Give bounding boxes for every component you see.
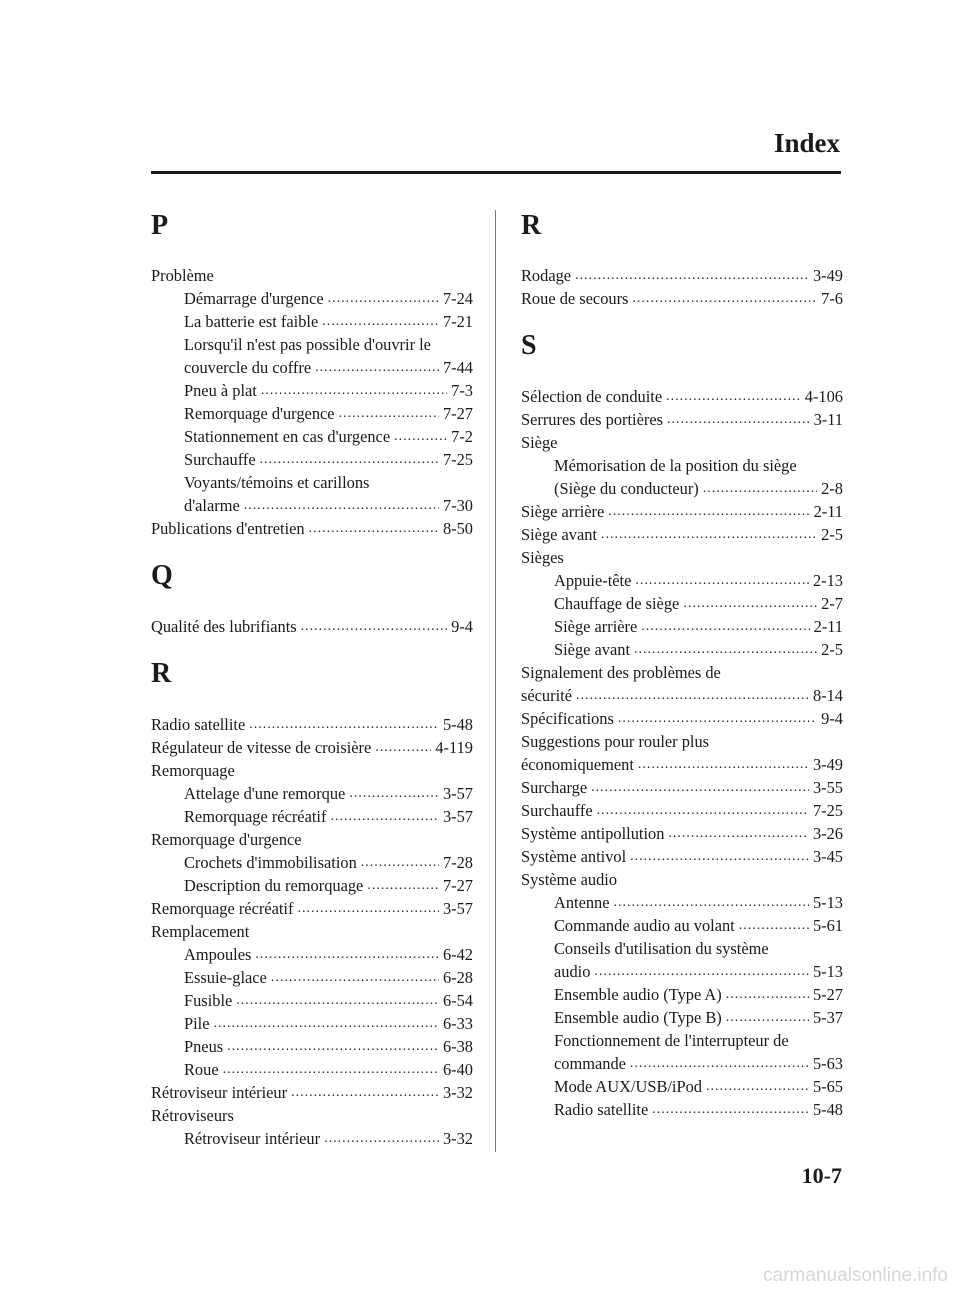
- index-entry[interactable]: La batterie est faible ..... 7-21: [151, 310, 473, 333]
- index-entry[interactable]: Rétroviseur intérieur ..... 3-32: [151, 1081, 473, 1104]
- index-entry[interactable]: Système antivol ..... 3-45: [521, 845, 843, 868]
- index-entry[interactable]: Fusible ..... 6-54: [151, 989, 473, 1012]
- index-heading: Problème: [151, 266, 214, 285]
- index-entry[interactable]: Chauffage de siège ..... 2-7: [521, 592, 843, 615]
- index-entry[interactable]: Démarrage d'urgence ..... 7-24: [151, 287, 473, 310]
- index-entry[interactable]: Spécifications ..... 9-4: [521, 707, 843, 730]
- index-entry[interactable]: (Siège du conducteur) ..... 2-8: [521, 477, 843, 500]
- index-entry[interactable]: Siège avant ..... 2-5: [521, 638, 843, 661]
- section-letter-r: R: [151, 658, 172, 689]
- index-heading: Remorquage: [151, 761, 235, 780]
- index-heading: Sièges: [521, 548, 564, 567]
- index-entry[interactable]: Régulateur de vitesse de croisière ..... 4-119: [151, 736, 473, 759]
- index-column-right: [521, 212, 843, 1121]
- index-entry[interactable]: Remorquage récréatif ..... 3-57: [151, 897, 473, 920]
- section-letter-r: R: [521, 210, 542, 241]
- index-entry[interactable]: Siège avant ..... 2-5: [521, 523, 843, 546]
- index-heading: Rétroviseurs: [151, 1106, 234, 1125]
- index-entry[interactable]: Antenne ..... 5-13: [521, 891, 843, 914]
- index-entry[interactable]: commande ..... 5-63: [521, 1052, 843, 1075]
- index-entry-line: Signalement des problèmes de: [521, 663, 721, 682]
- index-entry[interactable]: Système antipollution ..... 3-26: [521, 822, 843, 845]
- index-entry-line: Fonctionnement de l'interrupteur de: [554, 1031, 789, 1050]
- index-entry[interactable]: Surchauffe ..... 7-25: [521, 799, 843, 822]
- index-entry[interactable]: Rodage ..... 3-49: [521, 264, 843, 287]
- index-entry[interactable]: Ensemble audio (Type A) ..... 5-27: [521, 983, 843, 1006]
- index-entry[interactable]: Commande audio au volant ..... 5-61: [521, 914, 843, 937]
- section-letter-s: S: [521, 330, 537, 361]
- index-entry[interactable]: Pile ..... 6-33: [151, 1012, 473, 1035]
- index-entry[interactable]: Attelage d'une remorque ..... 3-57: [151, 782, 473, 805]
- index-entry[interactable]: économiquement ..... 3-49: [521, 753, 843, 776]
- section-letter-p: P: [151, 210, 169, 241]
- index-entry[interactable]: Siège arrière ..... 2-11: [521, 615, 843, 638]
- page-header-title: Index: [773, 128, 840, 158]
- index-entry[interactable]: Radio satellite ..... 5-48: [521, 1098, 843, 1121]
- index-entry-line: Suggestions pour rouler plus: [521, 732, 710, 751]
- index-entry[interactable]: couvercle du coffre ..... 7-44: [151, 356, 473, 379]
- index-entry[interactable]: Description du remorquage ..... 7-27: [151, 874, 473, 897]
- index-entry-line: Lorsqu'il n'est pas possible d'ouvrir le: [184, 335, 431, 354]
- index-entry[interactable]: Serrures des portières ..... 3-11: [521, 408, 843, 431]
- index-entry[interactable]: Mode AUX/USB/iPod ..... 5-65: [521, 1075, 843, 1098]
- index-entry[interactable]: d'alarme ..... 7-30: [151, 494, 473, 517]
- index-heading: Siège: [521, 433, 558, 452]
- header-rule: [151, 171, 841, 174]
- index-entry[interactable]: Stationnement en cas d'urgence ..... 7-2: [151, 425, 473, 448]
- index-entry[interactable]: sécurité ..... 8-14: [521, 684, 843, 707]
- column-divider: [495, 210, 496, 1152]
- index-entry[interactable]: Crochets d'immobilisation ..... 7-28: [151, 851, 473, 874]
- index-entry[interactable]: Ampoules ..... 6-42: [151, 943, 473, 966]
- index-heading: Remorquage d'urgence: [151, 830, 302, 849]
- index-entry[interactable]: Surcharge ..... 3-55: [521, 776, 843, 799]
- index-entry[interactable]: Essuie-glace ..... 6-28: [151, 966, 473, 989]
- index-entry[interactable]: Ensemble audio (Type B) ..... 5-37: [521, 1006, 843, 1029]
- index-entry[interactable]: Roue de secours ..... 7-6: [521, 287, 843, 310]
- index-entry[interactable]: Rétroviseur intérieur ..... 3-32: [151, 1127, 473, 1150]
- index-entry[interactable]: Roue ..... 6-40: [151, 1058, 473, 1081]
- index-entry-line: Mémorisation de la position du siège: [554, 456, 797, 475]
- index-entry[interactable]: Radio satellite ..... 5-48: [151, 713, 473, 736]
- index-column-left: [151, 212, 473, 1150]
- index-entry[interactable]: Remorquage d'urgence ..... 7-27: [151, 402, 473, 425]
- index-heading: Remplacement: [151, 922, 250, 941]
- index-entry[interactable]: Appuie-tête ..... 2-13: [521, 569, 843, 592]
- index-entry[interactable]: Pneus ..... 6-38: [151, 1035, 473, 1058]
- section-letter-q: Q: [151, 560, 173, 591]
- watermark-text: carmanualsonline.info: [763, 1265, 948, 1286]
- index-entry[interactable]: Remorquage récréatif ..... 3-57: [151, 805, 473, 828]
- index-entry[interactable]: Pneu à plat ..... 7-3: [151, 379, 473, 402]
- index-entry[interactable]: Siège arrière ..... 2-11: [521, 500, 843, 523]
- page-number: 10-7: [801, 1163, 842, 1188]
- index-entry[interactable]: audio ..... 5-13: [521, 960, 843, 983]
- index-entry[interactable]: Surchauffe ..... 7-25: [151, 448, 473, 471]
- index-entry[interactable]: Qualité des lubrifiants ..... 9-4: [151, 615, 473, 638]
- index-entry-line: Voyants/témoins et carillons: [184, 473, 370, 492]
- index-entry[interactable]: Sélection de conduite ..... 4-106: [521, 385, 843, 408]
- index-entry[interactable]: Publications d'entretien ..... 8-50: [151, 517, 473, 540]
- index-entry-line: Conseils d'utilisation du système: [554, 939, 769, 958]
- index-heading: Système audio: [521, 870, 618, 889]
